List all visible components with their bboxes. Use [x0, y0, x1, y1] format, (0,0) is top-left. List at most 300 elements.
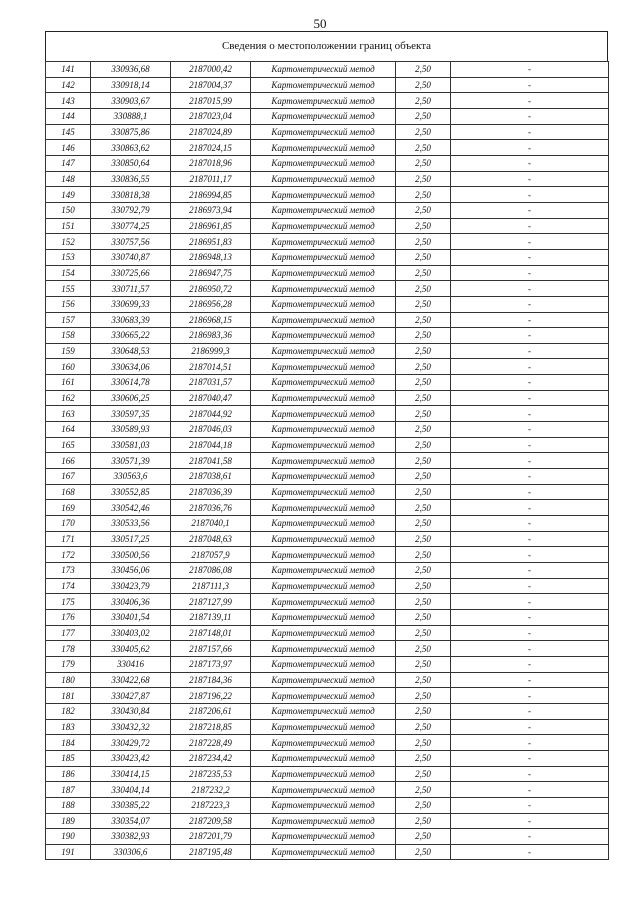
accuracy-cell: 2,50 [396, 500, 451, 516]
point-number-cell: 189 [46, 813, 91, 829]
x-coordinate-cell: 330589,93 [91, 422, 171, 438]
x-coordinate-cell: 330936,68 [91, 62, 171, 78]
y-coordinate-cell: 2186973,94 [171, 202, 251, 218]
method-cell: Картометрический метод [251, 312, 396, 328]
accuracy-cell: 2,50 [396, 688, 451, 704]
description-cell: - [451, 469, 609, 485]
accuracy-cell: 2,50 [396, 218, 451, 234]
accuracy-cell: 2,50 [396, 62, 451, 78]
description-cell: - [451, 625, 609, 641]
description-cell: - [451, 187, 609, 203]
accuracy-cell: 2,50 [396, 609, 451, 625]
description-cell: - [451, 672, 609, 688]
y-coordinate-cell: 2187195,48 [171, 844, 251, 860]
method-cell: Картометрический метод [251, 343, 396, 359]
x-coordinate-cell: 330875,86 [91, 124, 171, 140]
y-coordinate-cell: 2187206,61 [171, 703, 251, 719]
description-cell: - [451, 108, 609, 124]
accuracy-cell: 2,50 [396, 437, 451, 453]
table-row [46, 140, 609, 156]
method-cell: Картометрический метод [251, 531, 396, 547]
y-coordinate-cell: 2187046,03 [171, 422, 251, 438]
table-row [46, 437, 609, 453]
method-cell: Картометрический метод [251, 750, 396, 766]
y-coordinate-cell: 2187024,15 [171, 140, 251, 156]
description-cell: - [451, 797, 609, 813]
y-coordinate-cell: 2187036,39 [171, 484, 251, 500]
point-number-cell: 170 [46, 516, 91, 532]
method-cell: Картометрический метод [251, 218, 396, 234]
x-coordinate-cell: 330416 [91, 656, 171, 672]
accuracy-cell: 2,50 [396, 171, 451, 187]
description-cell: - [451, 719, 609, 735]
y-coordinate-cell: 2186951,83 [171, 234, 251, 250]
x-coordinate-cell: 330552,85 [91, 484, 171, 500]
y-coordinate-cell: 2187044,92 [171, 406, 251, 422]
description-cell: - [451, 453, 609, 469]
method-cell: Картометрический метод [251, 813, 396, 829]
x-coordinate-cell: 330634,06 [91, 359, 171, 375]
x-coordinate-cell: 330423,42 [91, 750, 171, 766]
y-coordinate-cell: 2187209,58 [171, 813, 251, 829]
x-coordinate-cell: 330414,15 [91, 766, 171, 782]
description-cell: - [451, 547, 609, 563]
description-cell: - [451, 563, 609, 579]
accuracy-cell: 2,50 [396, 390, 451, 406]
x-coordinate-cell: 330533,56 [91, 516, 171, 532]
table-row [46, 249, 609, 265]
table-row [46, 750, 609, 766]
description-cell: - [451, 218, 609, 234]
table-row [46, 77, 609, 93]
y-coordinate-cell: 2187036,76 [171, 500, 251, 516]
point-number-cell: 179 [46, 656, 91, 672]
description-cell: - [451, 813, 609, 829]
y-coordinate-cell: 2186961,85 [171, 218, 251, 234]
accuracy-cell: 2,50 [396, 563, 451, 579]
table-row [46, 62, 609, 78]
point-number-cell: 177 [46, 625, 91, 641]
method-cell: Картометрический метод [251, 453, 396, 469]
table-row [46, 155, 609, 171]
table-row [46, 312, 609, 328]
accuracy-cell: 2,50 [396, 187, 451, 203]
table-row [46, 453, 609, 469]
x-coordinate-cell: 330606,25 [91, 390, 171, 406]
y-coordinate-cell: 2187111,3 [171, 578, 251, 594]
accuracy-cell: 2,50 [396, 343, 451, 359]
description-cell: - [451, 281, 609, 297]
point-number-cell: 143 [46, 93, 91, 109]
accuracy-cell: 2,50 [396, 516, 451, 532]
description-cell: - [451, 437, 609, 453]
x-coordinate-cell: 330429,72 [91, 735, 171, 751]
x-coordinate-cell: 330888,1 [91, 108, 171, 124]
x-coordinate-cell: 330699,33 [91, 296, 171, 312]
description-cell: - [451, 202, 609, 218]
method-cell: Картометрический метод [251, 469, 396, 485]
point-number-cell: 180 [46, 672, 91, 688]
table-row [46, 359, 609, 375]
page-number: 50 [313, 16, 327, 31]
method-cell: Картометрический метод [251, 703, 396, 719]
accuracy-cell: 2,50 [396, 234, 451, 250]
x-coordinate-cell: 330306,6 [91, 844, 171, 860]
x-coordinate-cell: 330430,84 [91, 703, 171, 719]
accuracy-cell: 2,50 [396, 750, 451, 766]
x-coordinate-cell: 330863,62 [91, 140, 171, 156]
description-cell: - [451, 531, 609, 547]
point-number-cell: 174 [46, 578, 91, 594]
y-coordinate-cell: 2187015,99 [171, 93, 251, 109]
x-coordinate-cell: 330432,32 [91, 719, 171, 735]
y-coordinate-cell: 2187040,47 [171, 390, 251, 406]
y-coordinate-cell: 2187157,66 [171, 641, 251, 657]
x-coordinate-cell: 330614,78 [91, 375, 171, 391]
accuracy-cell: 2,50 [396, 93, 451, 109]
y-coordinate-cell: 2187148,01 [171, 625, 251, 641]
x-coordinate-cell: 330422,68 [91, 672, 171, 688]
point-number-cell: 188 [46, 797, 91, 813]
point-number-cell: 162 [46, 390, 91, 406]
point-number-cell: 187 [46, 782, 91, 798]
x-coordinate-cell: 330401,54 [91, 609, 171, 625]
description-cell: - [451, 500, 609, 516]
accuracy-cell: 2,50 [396, 641, 451, 657]
accuracy-cell: 2,50 [396, 140, 451, 156]
y-coordinate-cell: 2187024,89 [171, 124, 251, 140]
y-coordinate-cell: 2187014,51 [171, 359, 251, 375]
table-row [46, 547, 609, 563]
description-cell: - [451, 609, 609, 625]
method-cell: Картометрический метод [251, 437, 396, 453]
point-number-cell: 155 [46, 281, 91, 297]
description-cell: - [451, 390, 609, 406]
description-cell: - [451, 375, 609, 391]
table-row [46, 187, 609, 203]
x-coordinate-cell: 330542,46 [91, 500, 171, 516]
point-number-cell: 181 [46, 688, 91, 704]
coordinates-table-body [46, 62, 609, 860]
accuracy-cell: 2,50 [396, 281, 451, 297]
y-coordinate-cell: 2186948,13 [171, 249, 251, 265]
point-number-cell: 171 [46, 531, 91, 547]
method-cell: Картометрический метод [251, 202, 396, 218]
coordinates-table [45, 61, 609, 860]
accuracy-cell: 2,50 [396, 656, 451, 672]
description-cell: - [451, 155, 609, 171]
accuracy-cell: 2,50 [396, 328, 451, 344]
table-row [46, 422, 609, 438]
accuracy-cell: 2,50 [396, 202, 451, 218]
method-cell: Картометрический метод [251, 609, 396, 625]
accuracy-cell: 2,50 [396, 265, 451, 281]
method-cell: Картометрический метод [251, 140, 396, 156]
table-row [46, 531, 609, 547]
table-title: Сведения о местоположении границ объекта [45, 31, 608, 62]
x-coordinate-cell: 330792,79 [91, 202, 171, 218]
table-row [46, 719, 609, 735]
method-cell: Картометрический метод [251, 359, 396, 375]
description-cell: - [451, 62, 609, 78]
point-number-cell: 185 [46, 750, 91, 766]
y-coordinate-cell: 2187038,61 [171, 469, 251, 485]
method-cell: Картометрический метод [251, 296, 396, 312]
table-row [46, 390, 609, 406]
description-cell: - [451, 750, 609, 766]
y-coordinate-cell: 2187235,53 [171, 766, 251, 782]
x-coordinate-cell: 330850,64 [91, 155, 171, 171]
description-cell: - [451, 641, 609, 657]
y-coordinate-cell: 2187196,22 [171, 688, 251, 704]
y-coordinate-cell: 2186999,3 [171, 343, 251, 359]
table-row [46, 813, 609, 829]
accuracy-cell: 2,50 [396, 375, 451, 391]
description-cell: - [451, 484, 609, 500]
table-row [46, 281, 609, 297]
x-coordinate-cell: 330836,55 [91, 171, 171, 187]
point-number-cell: 147 [46, 155, 91, 171]
table-row [46, 609, 609, 625]
y-coordinate-cell: 2187139,11 [171, 609, 251, 625]
method-cell: Картометрический метод [251, 719, 396, 735]
method-cell: Картометрический метод [251, 766, 396, 782]
y-coordinate-cell: 2187234,42 [171, 750, 251, 766]
y-coordinate-cell: 2187048,63 [171, 531, 251, 547]
accuracy-cell: 2,50 [396, 813, 451, 829]
accuracy-cell: 2,50 [396, 797, 451, 813]
x-coordinate-cell: 330818,38 [91, 187, 171, 203]
point-number-cell: 190 [46, 829, 91, 845]
method-cell: Картометрический метод [251, 782, 396, 798]
table-row [46, 563, 609, 579]
y-coordinate-cell: 2187031,57 [171, 375, 251, 391]
point-number-cell: 159 [46, 343, 91, 359]
method-cell: Картометрический метод [251, 234, 396, 250]
accuracy-cell: 2,50 [396, 782, 451, 798]
accuracy-cell: 2,50 [396, 108, 451, 124]
method-cell: Картометрический метод [251, 484, 396, 500]
method-cell: Картометрический метод [251, 563, 396, 579]
y-coordinate-cell: 2187086,08 [171, 563, 251, 579]
accuracy-cell: 2,50 [396, 469, 451, 485]
point-number-cell: 160 [46, 359, 91, 375]
y-coordinate-cell: 2186956,28 [171, 296, 251, 312]
y-coordinate-cell: 2187201,79 [171, 829, 251, 845]
point-number-cell: 151 [46, 218, 91, 234]
accuracy-cell: 2,50 [396, 249, 451, 265]
method-cell: Картометрический метод [251, 516, 396, 532]
accuracy-cell: 2,50 [396, 547, 451, 563]
table-row [46, 782, 609, 798]
method-cell: Картометрический метод [251, 187, 396, 203]
table-row [46, 844, 609, 860]
method-cell: Картометрический метод [251, 375, 396, 391]
accuracy-cell: 2,50 [396, 735, 451, 751]
accuracy-cell: 2,50 [396, 77, 451, 93]
table-row [46, 578, 609, 594]
x-coordinate-cell: 330354,07 [91, 813, 171, 829]
point-number-cell: 176 [46, 609, 91, 625]
y-coordinate-cell: 2187011,17 [171, 171, 251, 187]
x-coordinate-cell: 330500,56 [91, 547, 171, 563]
y-coordinate-cell: 2187223,3 [171, 797, 251, 813]
x-coordinate-cell: 330597,35 [91, 406, 171, 422]
x-coordinate-cell: 330517,25 [91, 531, 171, 547]
method-cell: Картометрический метод [251, 578, 396, 594]
point-number-cell: 157 [46, 312, 91, 328]
y-coordinate-cell: 2187040,1 [171, 516, 251, 532]
point-number-cell: 150 [46, 202, 91, 218]
accuracy-cell: 2,50 [396, 296, 451, 312]
accuracy-cell: 2,50 [396, 594, 451, 610]
method-cell: Картометрический метод [251, 688, 396, 704]
method-cell: Картометрический метод [251, 281, 396, 297]
x-coordinate-cell: 330427,87 [91, 688, 171, 704]
x-coordinate-cell: 330648,53 [91, 343, 171, 359]
point-number-cell: 144 [46, 108, 91, 124]
table-row [46, 343, 609, 359]
description-cell: - [451, 829, 609, 845]
point-number-cell: 169 [46, 500, 91, 516]
accuracy-cell: 2,50 [396, 155, 451, 171]
table-row [46, 93, 609, 109]
table-row [46, 735, 609, 751]
description-cell: - [451, 124, 609, 140]
method-cell: Картометрический метод [251, 171, 396, 187]
description-cell: - [451, 77, 609, 93]
method-cell: Картометрический метод [251, 594, 396, 610]
accuracy-cell: 2,50 [396, 578, 451, 594]
x-coordinate-cell: 330665,22 [91, 328, 171, 344]
y-coordinate-cell: 2187023,04 [171, 108, 251, 124]
table-row [46, 703, 609, 719]
point-number-cell: 173 [46, 563, 91, 579]
method-cell: Картометрический метод [251, 328, 396, 344]
y-coordinate-cell: 2187218,85 [171, 719, 251, 735]
method-cell: Картометрический метод [251, 735, 396, 751]
description-cell: - [451, 578, 609, 594]
description-cell: - [451, 766, 609, 782]
table-row [46, 406, 609, 422]
method-cell: Картометрический метод [251, 390, 396, 406]
point-number-cell: 142 [46, 77, 91, 93]
table-row [46, 171, 609, 187]
point-number-cell: 172 [46, 547, 91, 563]
description-cell: - [451, 359, 609, 375]
method-cell: Картометрический метод [251, 422, 396, 438]
table-row [46, 328, 609, 344]
description-cell: - [451, 312, 609, 328]
accuracy-cell: 2,50 [396, 625, 451, 641]
method-cell: Картометрический метод [251, 265, 396, 281]
x-coordinate-cell: 330571,39 [91, 453, 171, 469]
method-cell: Картометрический метод [251, 797, 396, 813]
point-number-cell: 183 [46, 719, 91, 735]
method-cell: Картометрический метод [251, 844, 396, 860]
point-number-cell: 158 [46, 328, 91, 344]
x-coordinate-cell: 330683,39 [91, 312, 171, 328]
point-number-cell: 161 [46, 375, 91, 391]
point-number-cell: 163 [46, 406, 91, 422]
table-row [46, 218, 609, 234]
y-coordinate-cell: 2187232,2 [171, 782, 251, 798]
y-coordinate-cell: 2187000,42 [171, 62, 251, 78]
table-row [46, 625, 609, 641]
description-cell: - [451, 688, 609, 704]
x-coordinate-cell: 330757,56 [91, 234, 171, 250]
x-coordinate-cell: 330711,57 [91, 281, 171, 297]
point-number-cell: 154 [46, 265, 91, 281]
accuracy-cell: 2,50 [396, 484, 451, 500]
point-number-cell: 178 [46, 641, 91, 657]
method-cell: Картометрический метод [251, 124, 396, 140]
table-row [46, 375, 609, 391]
table-row [46, 594, 609, 610]
accuracy-cell: 2,50 [396, 453, 451, 469]
accuracy-cell: 2,50 [396, 531, 451, 547]
description-cell: - [451, 93, 609, 109]
x-coordinate-cell: 330404,14 [91, 782, 171, 798]
x-coordinate-cell: 330725,66 [91, 265, 171, 281]
x-coordinate-cell: 330903,67 [91, 93, 171, 109]
table-row [46, 641, 609, 657]
accuracy-cell: 2,50 [396, 359, 451, 375]
point-number-cell: 191 [46, 844, 91, 860]
y-coordinate-cell: 2187044,18 [171, 437, 251, 453]
method-cell: Картометрический метод [251, 155, 396, 171]
table-row [46, 656, 609, 672]
table-row [46, 124, 609, 140]
y-coordinate-cell: 2187228,49 [171, 735, 251, 751]
x-coordinate-cell: 330382,93 [91, 829, 171, 845]
point-number-cell: 184 [46, 735, 91, 751]
x-coordinate-cell: 330456,06 [91, 563, 171, 579]
description-cell: - [451, 249, 609, 265]
method-cell: Картометрический метод [251, 641, 396, 657]
method-cell: Картометрический метод [251, 547, 396, 563]
point-number-cell: 167 [46, 469, 91, 485]
x-coordinate-cell: 330405,62 [91, 641, 171, 657]
point-number-cell: 153 [46, 249, 91, 265]
y-coordinate-cell: 2186983,36 [171, 328, 251, 344]
table-row [46, 265, 609, 281]
method-cell: Картометрический метод [251, 77, 396, 93]
y-coordinate-cell: 2187057,9 [171, 547, 251, 563]
description-cell: - [451, 406, 609, 422]
method-cell: Картометрический метод [251, 625, 396, 641]
accuracy-cell: 2,50 [396, 829, 451, 845]
accuracy-cell: 2,50 [396, 766, 451, 782]
point-number-cell: 182 [46, 703, 91, 719]
description-cell: - [451, 516, 609, 532]
table-row [46, 296, 609, 312]
x-coordinate-cell: 330581,03 [91, 437, 171, 453]
point-number-cell: 146 [46, 140, 91, 156]
x-coordinate-cell: 330403,02 [91, 625, 171, 641]
description-cell: - [451, 844, 609, 860]
accuracy-cell: 2,50 [396, 844, 451, 860]
point-number-cell: 175 [46, 594, 91, 610]
y-coordinate-cell: 2186994,85 [171, 187, 251, 203]
description-cell: - [451, 140, 609, 156]
method-cell: Картометрический метод [251, 108, 396, 124]
table-row [46, 484, 609, 500]
table-row [46, 797, 609, 813]
description-cell: - [451, 328, 609, 344]
method-cell: Картометрический метод [251, 93, 396, 109]
accuracy-cell: 2,50 [396, 312, 451, 328]
